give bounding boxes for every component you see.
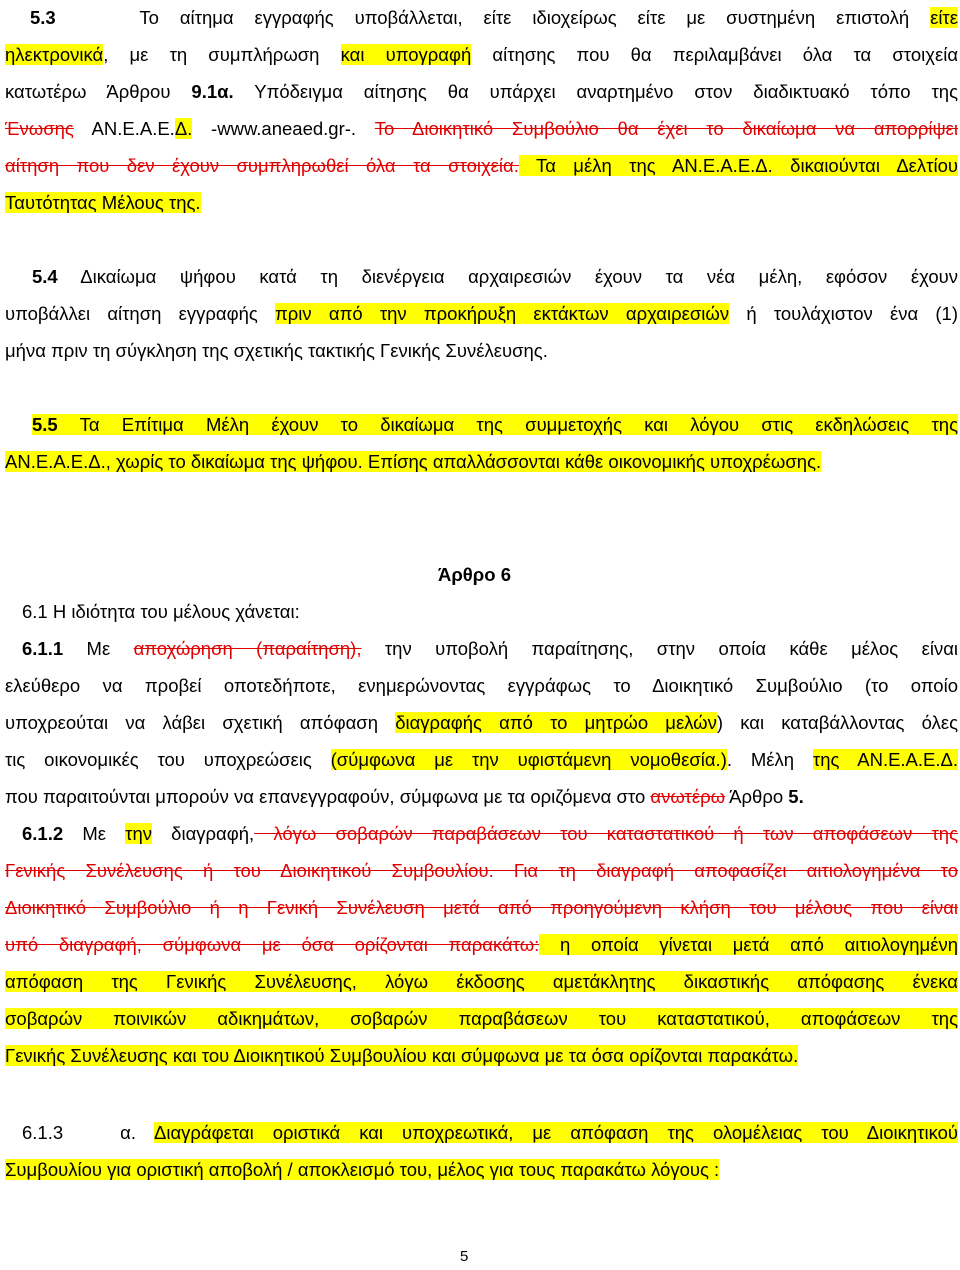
section-number: 6.1.3 [22, 1122, 64, 1143]
text: Με [63, 638, 134, 659]
text: ελεύθερο να προβεί οποτεδήποτε, ενημερώνοντας εγγράφως το Διοικητικό Συμβούλιο (το οποίο [5, 675, 958, 696]
section-number: 5.3 [30, 7, 56, 28]
text: ) και καταβάλλοντας όλες [716, 712, 958, 733]
para-5-3-line-4 [5, 117, 958, 141]
section-number: 6.1.2 [22, 823, 64, 844]
text: Άρθρο [725, 786, 789, 807]
highlighted-text: Ταυτότητας Μέλους της. [5, 192, 201, 213]
highlighted-text: ηλεκτρονικά [5, 44, 104, 65]
text: Με [63, 823, 126, 844]
highlighted-text: διαγραφής από το μητρώο μελών [395, 712, 717, 733]
para-6-1-1-line-3 [5, 711, 958, 735]
text: Υπόδειγμα αίτησης θα υπάρχει αναρτημένο στον διαδικτυακό τόπο της [233, 81, 958, 102]
highlighted-text: είτε [930, 7, 958, 28]
para-5-3-line-3 [5, 80, 958, 104]
para-5-5-line-2 [5, 450, 821, 474]
highlighted-text: την [125, 823, 153, 844]
para-5-3-line-5 [5, 154, 958, 178]
text: ΑΝ.Ε.Α.Ε. [73, 118, 175, 139]
deleted-text: Το Διοικητικό Συμβούλιο θα έχει το δικαίωμα να απορρίψει [374, 118, 959, 139]
para-6-1-1-line-1 [22, 637, 958, 661]
para-5-3-line-2 [5, 43, 958, 67]
para-5-4-line-3 [5, 339, 548, 363]
para-5-4-line-2 [5, 302, 958, 326]
section-number: 5.4 [32, 266, 58, 287]
highlighted-text [32, 414, 958, 435]
para-5-3-line-1 [30, 6, 958, 30]
bold-reference: 9.1α. [191, 81, 234, 102]
highlighted-text: Διαγράφεται οριστικά και υποχρεωτικά, με απόφαση της ολομέλειας του Διοικητικού [154, 1122, 958, 1143]
para-6-1-3-line-2 [5, 1158, 719, 1182]
highlighted-text: Τα μέλη της ΑΝ.Ε.Α.Ε. [518, 155, 756, 176]
para-6-1-1-line-5 [5, 785, 804, 809]
text: -www.aneaed.gr-. [192, 118, 375, 139]
highlighted-text: σοβαρών ποινικών αδικημάτων, σοβαρών παραβάσεων του καταστατικού, αποφάσεων της [5, 1008, 958, 1029]
highlighted-text: δικαιούνται [772, 155, 897, 176]
text: , χωρίς το δικαίωμα της ψήφου. Επίσης απαλλάσσονται κάθε οικονομικής υποχρέωσης. [105, 451, 822, 472]
deleted-text: Διοικητικό Συμβούλιο ή η Γενική Συνέλευση μετά από προηγούμενη κλήση του μέλους που είναι [5, 897, 958, 918]
highlighted-text [5, 451, 821, 472]
deleted-text: υπό διαγραφή, σύμφωνα με όσα ορίζονται παρακάτω: [5, 934, 540, 955]
highlighted-text: Δ. [174, 118, 193, 139]
para-6-1-2-line-4 [5, 933, 958, 957]
deleted-text: Ένωσης [5, 118, 74, 139]
highlighted-text: (σύμφωνα με την υφιστάμενη νομοθεσία.) [330, 749, 727, 770]
deleted-text: Γενικής Συνέλευσης ή του Διοικητικού Συμβουλίου. Για τη διαγραφή αποφασίζει αιτιολογημένα το [5, 860, 958, 881]
para-6-1-3-line-1 [22, 1121, 958, 1145]
para-6-1-2-line-1 [22, 822, 958, 846]
para-6-1-2-line-6 [5, 1007, 958, 1031]
para-5-5-line-1 [32, 413, 958, 437]
highlighted-text: και υπογραφή [340, 44, 472, 65]
text: Δ. [88, 451, 106, 472]
para-6-1-2-line-2 [5, 859, 958, 883]
text: α. [120, 1122, 154, 1143]
highlighted-text: απόφαση της Γενικής Συνέλευσης, λόγω έκδοσης αμετάκλητης δικαστικής απόφασης ένεκα [5, 971, 958, 992]
text: που παραιτούνται μπορούν να επανεγγραφούν, σύμφωνα με τα οριζόμενα στο [5, 786, 651, 807]
para-6-1: 6.1 Η ιδιότητα του μέλους χάνεται: [22, 601, 300, 622]
text: Το αίτημα εγγραφής υποβάλλεται, είτε ιδιοχείρως είτε με συστημένη επιστολή [139, 7, 910, 28]
highlighted-text: Συμβουλίου για οριστική αποβολή / αποκλεισμό του, μέλος για τους παρακάτω λόγους : [5, 1159, 720, 1180]
page-number: 5 [460, 1248, 469, 1265]
highlighted-text: Γενικής Συνέλευσης και του Διοικητικού Συμβουλίου και σύμφωνα με τα όσα ορίζονται παρακάτω. [5, 1045, 799, 1066]
text: ΑΝ.Ε.Α.Ε. [5, 451, 89, 472]
deleted-text: αίτηση που δεν έχουν συμπληρωθεί όλα τα στοιχεία. [5, 155, 519, 176]
section-number: 6.1.1 [22, 638, 64, 659]
text: την υποβολή παραίτησης, στην οποία κάθε μέλος είναι [361, 638, 958, 659]
text: Τα Επίτιμα Μέλη έχουν το δικαίωμα της συμμετοχής και λόγου στις εκδηλώσεις της [57, 414, 958, 435]
text: . Μέλη [726, 749, 813, 770]
article-heading: Άρθρο 6 [438, 564, 511, 585]
bold-reference: 5. [788, 786, 804, 807]
highlighted-text: πριν από την προκήρυξη εκτάκτων αρχαιρεσιών [275, 303, 730, 324]
highlighted-text: της ΑΝ.Ε.Α.Ε.Δ. [812, 749, 959, 770]
para-6-1-1-line-4 [5, 748, 958, 772]
para-6-1-2-line-3 [5, 896, 958, 920]
para-6-1-2-line-5 [5, 970, 958, 994]
text: , με τη συμπλήρωση [103, 44, 320, 65]
section-number: 5.5 [32, 414, 58, 435]
para-5-3-line-6 [5, 191, 201, 215]
text: αίτησης που θα περιλαμβάνει όλα τα στοιχεία [471, 44, 959, 65]
text: υποχρεούται να λάβει σχετική απόφαση [5, 712, 396, 733]
text: υποβάλλει αίτηση εγγραφής [5, 303, 276, 324]
highlighted-text: η οποία γίνεται μετά από αιτιολογημένη [539, 934, 958, 955]
deleted-text: αποχώρηση (παραίτηση), [133, 638, 362, 659]
highlighted-text: Δελτίου [896, 155, 958, 176]
text: Δικαίωμα ψήφου κατά τη διενέργεια αρχαιρεσιών έχουν τα νέα μέλη, εφόσον έχουν [57, 266, 958, 287]
text: μήνα πριν τη σύγκληση της σχετικής τακτικής Γενικής Συνέλευσης. [5, 340, 548, 361]
para-6-1-2-line-7 [5, 1044, 798, 1068]
highlighted-text: Δ. [755, 155, 773, 176]
para-6-1-1-line-2 [5, 674, 958, 698]
text: διαγραφή, [152, 823, 255, 844]
deleted-text: ανωτέρω [650, 786, 726, 807]
text: τις οικονομικές του υποχρεώσεις [5, 749, 331, 770]
text: κατωτέρω Άρθρου [5, 81, 192, 102]
para-5-4-line-1 [32, 265, 958, 289]
text: ή τουλάχιστον ένα (1) [729, 303, 958, 324]
deleted-text: λόγω σοβαρών παραβάσεων του καταστατικού ή των αποφάσεων της [254, 823, 958, 844]
